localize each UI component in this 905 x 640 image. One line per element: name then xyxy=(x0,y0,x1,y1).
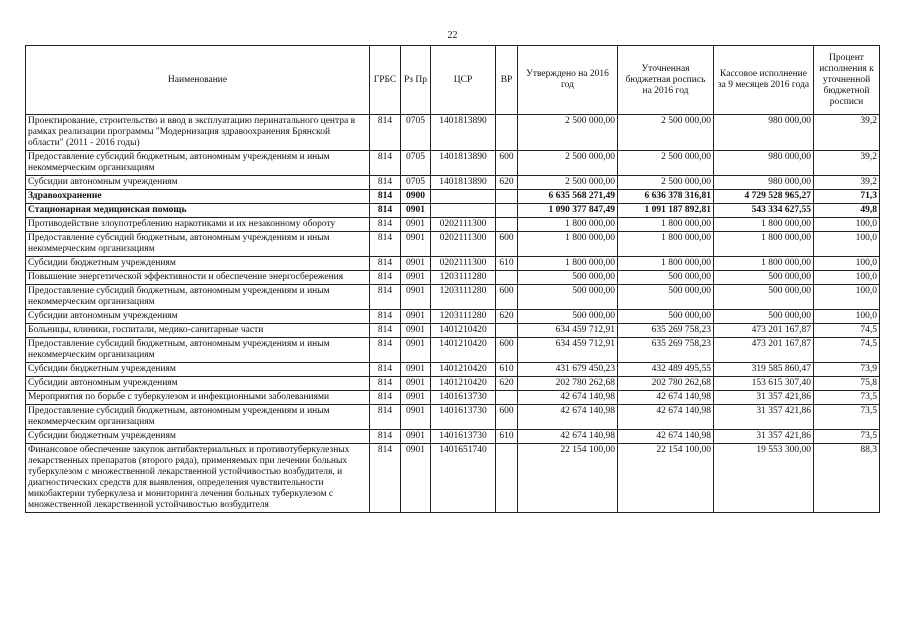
row-csr-cell: 1401210420 xyxy=(431,338,496,363)
row-approved-cell: 6 635 568 271,49 xyxy=(518,190,618,204)
row-approved-cell: 500 000,00 xyxy=(518,271,618,285)
row-csr-cell: 0202111300 xyxy=(431,232,496,257)
row-vr-cell xyxy=(496,218,518,232)
row-refined-cell: 500 000,00 xyxy=(618,310,714,324)
row-rzpr-cell: 0901 xyxy=(401,338,431,363)
row-percent-cell: 100,0 xyxy=(814,257,880,271)
row-name-cell: Предоставление субсидий бюджетным, автономным учреждениям и иным некоммерческим организациям xyxy=(26,338,370,363)
row-csr-cell: 1203111280 xyxy=(431,271,496,285)
row-vr-cell xyxy=(496,190,518,204)
row-percent-cell: 100,0 xyxy=(814,232,880,257)
row-rzpr-cell: 0901 xyxy=(401,257,431,271)
row-grbs-cell: 814 xyxy=(370,115,401,151)
row-vr-cell: 600 xyxy=(496,285,518,310)
row-grbs-cell: 814 xyxy=(370,271,401,285)
row-percent-cell: 74,5 xyxy=(814,324,880,338)
row-percent-cell: 100,0 xyxy=(814,218,880,232)
row-csr-cell: 1203111280 xyxy=(431,310,496,324)
row-name-cell: Субсидии бюджетным учреждениям xyxy=(26,257,370,271)
table-row xyxy=(26,204,880,218)
row-grbs-cell: 814 xyxy=(370,176,401,190)
row-name-cell: Субсидии бюджетным учреждениям xyxy=(26,430,370,444)
table-row xyxy=(26,405,880,430)
row-rzpr-cell: 0901 xyxy=(401,363,431,377)
row-rzpr-cell: 0705 xyxy=(401,115,431,151)
table-row xyxy=(26,363,880,377)
row-name-cell: Финансовое обеспечение закупок антибактериальных и противотуберкулезных лекарственных препаратов (второго ряда), применяемых при лечении больных туберкулезом с множественной лекарственной устойчивостью возбудителя, и диагностических средств для выявления, определения чувствительности микобактерии туберкулеза и мониторинга лечения больных туберкулезом с множественной лекарственной устойчивостью возбудителя xyxy=(26,444,370,513)
row-percent-cell: 100,0 xyxy=(814,285,880,310)
row-percent-cell: 74,5 xyxy=(814,338,880,363)
row-refined-cell: 432 489 495,55 xyxy=(618,363,714,377)
table-row xyxy=(26,324,880,338)
row-vr-cell xyxy=(496,204,518,218)
row-cash-cell: 319 585 860,47 xyxy=(714,363,814,377)
row-grbs-cell: 814 xyxy=(370,151,401,176)
row-cash-cell: 980 000,00 xyxy=(714,151,814,176)
row-grbs-cell: 814 xyxy=(370,285,401,310)
row-percent-cell: 71,3 xyxy=(814,190,880,204)
table-row xyxy=(26,232,880,257)
row-rzpr-cell: 0900 xyxy=(401,190,431,204)
table-row xyxy=(26,310,880,324)
row-csr-cell xyxy=(431,190,496,204)
row-cash-cell: 1 800 000,00 xyxy=(714,232,814,257)
row-cash-cell: 31 357 421,86 xyxy=(714,405,814,430)
row-vr-cell: 610 xyxy=(496,430,518,444)
row-percent-cell: 39,2 xyxy=(814,176,880,190)
row-grbs-cell: 814 xyxy=(370,391,401,405)
row-grbs-cell: 814 xyxy=(370,405,401,430)
table-row xyxy=(26,257,880,271)
row-grbs-cell: 814 xyxy=(370,444,401,513)
row-rzpr-cell: 0901 xyxy=(401,377,431,391)
row-cash-cell: 31 357 421,86 xyxy=(714,391,814,405)
row-csr-cell: 0202111300 xyxy=(431,218,496,232)
table-row xyxy=(26,391,880,405)
row-name-cell: Предоставление субсидий бюджетным, автономным учреждениям и иным некоммерческим организациям xyxy=(26,405,370,430)
table-row xyxy=(26,271,880,285)
row-approved-cell: 500 000,00 xyxy=(518,310,618,324)
row-refined-cell: 1 091 187 892,81 xyxy=(618,204,714,218)
row-percent-cell: 100,0 xyxy=(814,310,880,324)
row-name-cell: Мероприятия по борьбе с туберкулезом и инфекционными заболеваниями xyxy=(26,391,370,405)
row-csr-cell: 1401613730 xyxy=(431,430,496,444)
row-approved-cell: 500 000,00 xyxy=(518,285,618,310)
row-csr-cell: 1401613730 xyxy=(431,405,496,430)
row-rzpr-cell: 0901 xyxy=(401,444,431,513)
row-cash-cell: 500 000,00 xyxy=(714,271,814,285)
row-csr-cell: 0202111300 xyxy=(431,257,496,271)
row-csr-cell: 1203111280 xyxy=(431,285,496,310)
row-refined-cell: 202 780 262,68 xyxy=(618,377,714,391)
row-rzpr-cell: 0901 xyxy=(401,285,431,310)
row-name-cell: Повышение энергетической эффективности и обеспечение энергосбережения xyxy=(26,271,370,285)
row-vr-cell: 620 xyxy=(496,310,518,324)
row-vr-cell: 600 xyxy=(496,232,518,257)
row-name-cell: Больницы, клиники, госпитали, медико-санитарные части xyxy=(26,324,370,338)
row-name-cell: Предоставление субсидий бюджетным, автономным учреждениям и иным некоммерческим организациям xyxy=(26,285,370,310)
row-refined-cell: 2 500 000,00 xyxy=(618,151,714,176)
row-cash-cell: 1 800 000,00 xyxy=(714,257,814,271)
row-rzpr-cell: 0901 xyxy=(401,430,431,444)
row-percent-cell: 88,3 xyxy=(814,444,880,513)
row-vr-cell xyxy=(496,324,518,338)
row-refined-cell: 2 500 000,00 xyxy=(618,176,714,190)
table-row xyxy=(26,285,880,310)
table-row xyxy=(26,151,880,176)
row-rzpr-cell: 0901 xyxy=(401,232,431,257)
row-percent-cell: 100,0 xyxy=(814,271,880,285)
row-cash-cell: 473 201 167,87 xyxy=(714,324,814,338)
row-cash-cell: 473 201 167,87 xyxy=(714,338,814,363)
row-name-cell: Предоставление субсидий бюджетным, автономным учреждениям и иным некоммерческим организациям xyxy=(26,151,370,176)
row-cash-cell: 500 000,00 xyxy=(714,310,814,324)
column-header-refined: Уточненная бюджетная роспись на 2016 год xyxy=(618,46,714,115)
row-approved-cell: 1 800 000,00 xyxy=(518,218,618,232)
row-cash-cell: 980 000,00 xyxy=(714,176,814,190)
row-rzpr-cell: 0901 xyxy=(401,218,431,232)
row-rzpr-cell: 0901 xyxy=(401,405,431,430)
row-vr-cell xyxy=(496,444,518,513)
row-csr-cell: 1401813890 xyxy=(431,151,496,176)
row-approved-cell: 22 154 100,00 xyxy=(518,444,618,513)
column-header-rzpr: Рз Пр xyxy=(401,46,431,115)
row-approved-cell: 1 090 377 847,49 xyxy=(518,204,618,218)
row-name-cell: Субсидии автономным учреждениям xyxy=(26,176,370,190)
row-cash-cell: 153 615 307,40 xyxy=(714,377,814,391)
row-cash-cell: 4 729 528 965,27 xyxy=(714,190,814,204)
row-percent-cell: 73,9 xyxy=(814,363,880,377)
column-header-name: Наименование xyxy=(26,46,370,115)
row-rzpr-cell: 0901 xyxy=(401,204,431,218)
row-vr-cell xyxy=(496,391,518,405)
column-header-percent: Процент исполнения к уточненной бюджетной росписи xyxy=(814,46,880,115)
table-header-row xyxy=(26,46,880,115)
row-percent-cell: 73,5 xyxy=(814,391,880,405)
row-cash-cell: 980 000,00 xyxy=(714,115,814,151)
row-approved-cell: 431 679 450,23 xyxy=(518,363,618,377)
row-refined-cell: 22 154 100,00 xyxy=(618,444,714,513)
row-rzpr-cell: 0705 xyxy=(401,176,431,190)
row-name-cell: Субсидии автономным учреждениям xyxy=(26,377,370,391)
row-cash-cell: 19 553 300,00 xyxy=(714,444,814,513)
row-approved-cell: 1 800 000,00 xyxy=(518,257,618,271)
row-vr-cell: 620 xyxy=(496,377,518,391)
row-percent-cell: 39,2 xyxy=(814,115,880,151)
row-grbs-cell: 814 xyxy=(370,232,401,257)
row-refined-cell: 2 500 000,00 xyxy=(618,115,714,151)
row-percent-cell: 73,5 xyxy=(814,430,880,444)
column-header-approved: Утверждено на 2016 год xyxy=(518,46,618,115)
row-rzpr-cell: 0705 xyxy=(401,151,431,176)
row-refined-cell: 1 800 000,00 xyxy=(618,257,714,271)
row-rzpr-cell: 0901 xyxy=(401,324,431,338)
row-percent-cell: 49,8 xyxy=(814,204,880,218)
row-refined-cell: 42 674 140,98 xyxy=(618,405,714,430)
row-vr-cell: 600 xyxy=(496,151,518,176)
row-refined-cell: 1 800 000,00 xyxy=(618,218,714,232)
row-percent-cell: 73,5 xyxy=(814,405,880,430)
row-vr-cell: 610 xyxy=(496,257,518,271)
row-approved-cell: 634 459 712,91 xyxy=(518,324,618,338)
column-header-csr: ЦСР xyxy=(431,46,496,115)
row-refined-cell: 500 000,00 xyxy=(618,271,714,285)
row-grbs-cell: 814 xyxy=(370,338,401,363)
table-row xyxy=(26,176,880,190)
row-percent-cell: 39,2 xyxy=(814,151,880,176)
table-row xyxy=(26,190,880,204)
row-rzpr-cell: 0901 xyxy=(401,271,431,285)
row-csr-cell: 1401613730 xyxy=(431,391,496,405)
column-header-cash: Кассовое исполнение за 9 месяцев 2016 года xyxy=(714,46,814,115)
row-refined-cell: 635 269 758,23 xyxy=(618,324,714,338)
row-refined-cell: 1 800 000,00 xyxy=(618,232,714,257)
table-row xyxy=(26,377,880,391)
table-row xyxy=(26,218,880,232)
row-grbs-cell: 814 xyxy=(370,257,401,271)
row-cash-cell: 500 000,00 xyxy=(714,285,814,310)
row-refined-cell: 42 674 140,98 xyxy=(618,430,714,444)
row-grbs-cell: 814 xyxy=(370,324,401,338)
row-approved-cell: 2 500 000,00 xyxy=(518,176,618,190)
row-csr-cell: 1401651740 xyxy=(431,444,496,513)
row-vr-cell: 600 xyxy=(496,338,518,363)
row-name-cell: Противодействие злоупотреблению наркотиками и их незаконному обороту xyxy=(26,218,370,232)
row-approved-cell: 2 500 000,00 xyxy=(518,151,618,176)
row-vr-cell xyxy=(496,115,518,151)
row-percent-cell: 75,8 xyxy=(814,377,880,391)
row-grbs-cell: 814 xyxy=(370,363,401,377)
row-refined-cell: 500 000,00 xyxy=(618,285,714,310)
row-cash-cell: 543 334 627,55 xyxy=(714,204,814,218)
row-csr-cell: 1401813890 xyxy=(431,176,496,190)
row-grbs-cell: 814 xyxy=(370,430,401,444)
row-name-cell: Предоставление субсидий бюджетным, автономным учреждениям и иным некоммерческим организациям xyxy=(26,232,370,257)
table-row xyxy=(26,338,880,363)
row-csr-cell: 1401210420 xyxy=(431,324,496,338)
row-name-cell: Стационарная медицинская помощь xyxy=(26,204,370,218)
row-csr-cell: 1401210420 xyxy=(431,363,496,377)
row-approved-cell: 634 459 712,91 xyxy=(518,338,618,363)
row-cash-cell: 1 800 000,00 xyxy=(714,218,814,232)
row-csr-cell xyxy=(431,204,496,218)
row-rzpr-cell: 0901 xyxy=(401,310,431,324)
row-name-cell: Субсидии автономным учреждениям xyxy=(26,310,370,324)
row-csr-cell: 1401210420 xyxy=(431,377,496,391)
row-grbs-cell: 814 xyxy=(370,377,401,391)
row-grbs-cell: 814 xyxy=(370,310,401,324)
row-approved-cell: 42 674 140,98 xyxy=(518,391,618,405)
row-approved-cell: 42 674 140,98 xyxy=(518,405,618,430)
row-refined-cell: 42 674 140,98 xyxy=(618,391,714,405)
table-row xyxy=(26,115,880,151)
row-refined-cell: 6 636 378 316,81 xyxy=(618,190,714,204)
row-rzpr-cell: 0901 xyxy=(401,391,431,405)
table-row xyxy=(26,444,880,513)
row-vr-cell: 610 xyxy=(496,363,518,377)
row-vr-cell: 620 xyxy=(496,176,518,190)
budget-execution-table xyxy=(25,45,880,513)
column-header-vr: ВР xyxy=(496,46,518,115)
row-csr-cell: 1401813890 xyxy=(431,115,496,151)
page-number: 22 xyxy=(447,30,458,41)
row-grbs-cell: 814 xyxy=(370,204,401,218)
row-approved-cell: 1 800 000,00 xyxy=(518,232,618,257)
row-vr-cell: 600 xyxy=(496,405,518,430)
row-name-cell: Субсидии бюджетным учреждениям xyxy=(26,363,370,377)
row-vr-cell xyxy=(496,271,518,285)
row-refined-cell: 635 269 758,23 xyxy=(618,338,714,363)
row-cash-cell: 31 357 421,86 xyxy=(714,430,814,444)
column-header-grbs: ГРБС xyxy=(370,46,401,115)
row-grbs-cell: 814 xyxy=(370,190,401,204)
row-name-cell: Здравоохранение xyxy=(26,190,370,204)
row-approved-cell: 202 780 262,68 xyxy=(518,377,618,391)
table-body xyxy=(26,115,880,513)
row-approved-cell: 2 500 000,00 xyxy=(518,115,618,151)
row-approved-cell: 42 674 140,98 xyxy=(518,430,618,444)
table-row xyxy=(26,430,880,444)
row-name-cell: Проектирование, строительство и ввод в эксплуатацию перинатального центра в рамках реализации программы "Модернизация здравоохранения Брянской области" (2011 - 2016 годы) xyxy=(26,115,370,151)
row-grbs-cell: 814 xyxy=(370,218,401,232)
